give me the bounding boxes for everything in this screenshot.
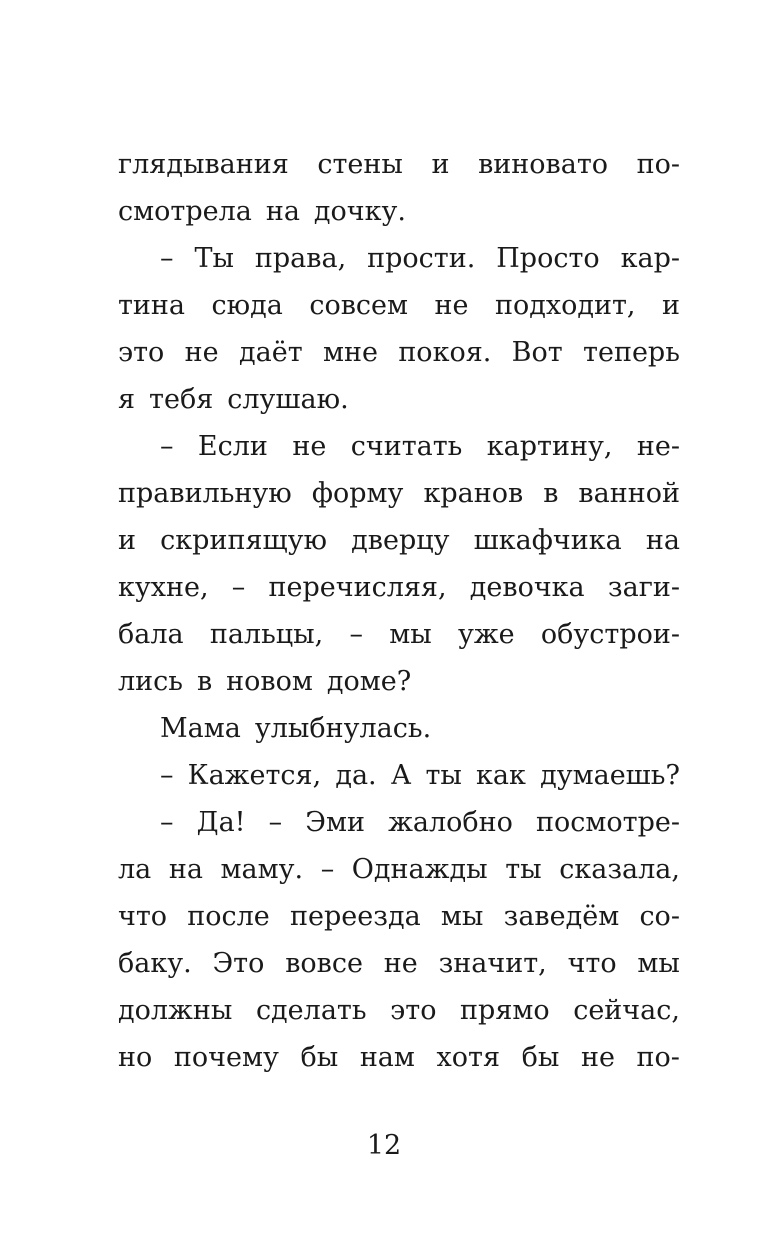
word: Ты <box>194 243 234 274</box>
text-line <box>118 282 680 329</box>
text-line <box>118 846 680 893</box>
text-line <box>118 329 680 376</box>
word: на <box>265 196 300 227</box>
word: совсем <box>309 290 409 321</box>
word: мы <box>389 619 432 650</box>
word: маму. <box>220 854 304 885</box>
word: – <box>231 572 246 603</box>
word: подходит, <box>495 290 636 321</box>
word: картину, <box>486 431 613 462</box>
word: я <box>118 384 136 415</box>
word: не <box>184 337 219 368</box>
word: по- <box>636 149 680 180</box>
word: кухне, <box>118 572 209 603</box>
word: уже <box>457 619 515 650</box>
word: доме? <box>326 666 412 697</box>
text-line <box>118 1034 680 1081</box>
word: мне <box>322 337 378 368</box>
word: тина <box>118 290 186 321</box>
word: тебя <box>149 384 214 415</box>
word: – <box>160 431 174 462</box>
word: значит, <box>438 948 547 979</box>
word: покоя. <box>398 337 492 368</box>
word: хотя <box>436 1042 500 1073</box>
word: Вот <box>511 337 563 368</box>
word: ванной <box>578 478 680 509</box>
word: глядывания <box>118 149 289 180</box>
word: вовсе <box>285 948 363 979</box>
word: кранов <box>423 478 524 509</box>
word: форму <box>311 478 404 509</box>
word: да. <box>335 760 377 791</box>
word: думаешь? <box>540 760 680 791</box>
word: баку. <box>118 948 192 979</box>
word: заги- <box>607 572 680 603</box>
word: Однажды <box>351 854 488 885</box>
word: – <box>160 760 174 791</box>
text-line <box>118 658 680 705</box>
word: это <box>390 995 437 1026</box>
text-line <box>118 799 680 846</box>
word: не <box>292 431 327 462</box>
word: должны <box>118 995 233 1026</box>
text-line <box>118 141 680 188</box>
word: лись <box>118 666 183 697</box>
word: это <box>118 337 165 368</box>
text-line <box>118 235 680 282</box>
text-line <box>118 987 680 1034</box>
word: в <box>196 666 213 697</box>
word: считать <box>350 431 463 462</box>
text-line <box>118 705 680 752</box>
word: обустрои- <box>540 619 680 650</box>
word: девочка <box>469 572 585 603</box>
word: в <box>543 478 559 509</box>
word: бала <box>118 619 184 650</box>
word: на <box>168 854 203 885</box>
word: на <box>645 525 680 556</box>
word: – <box>320 854 335 885</box>
word: почему <box>173 1042 279 1073</box>
body-text <box>118 141 680 1081</box>
page-number: 12 <box>366 1130 402 1161</box>
word: посмотре- <box>536 807 680 838</box>
word: как <box>476 760 526 791</box>
word: жалобно <box>388 807 513 838</box>
word: сейчас, <box>573 995 680 1026</box>
word: Это <box>212 948 265 979</box>
word: – <box>349 619 363 650</box>
word: нам <box>359 1042 415 1073</box>
word: А <box>390 760 412 791</box>
word: не <box>434 290 469 321</box>
word: после <box>187 901 270 932</box>
word: и <box>661 290 680 321</box>
text-line <box>118 423 680 470</box>
word: даёт <box>239 337 303 368</box>
word: переезда <box>290 901 421 932</box>
word: Если <box>197 431 268 462</box>
word: сказала, <box>559 854 680 885</box>
text-line <box>118 752 680 799</box>
word: Да! <box>196 807 246 838</box>
word: по- <box>636 1042 680 1073</box>
word: сюда <box>211 290 283 321</box>
word: виновато <box>478 149 609 180</box>
word: слушаю. <box>227 384 349 415</box>
word: правильную <box>118 478 292 509</box>
word: ты <box>425 760 462 791</box>
word: бы <box>521 1042 560 1073</box>
word: дочку. <box>313 196 406 227</box>
word: Мама <box>160 713 241 744</box>
word: и <box>118 525 136 556</box>
word: теперь <box>583 337 680 368</box>
word: со- <box>639 901 680 932</box>
word: кар- <box>620 243 680 274</box>
word: мы <box>637 948 680 979</box>
word: новом <box>226 666 313 697</box>
word: перечисляя, <box>268 572 447 603</box>
word: – <box>268 807 283 838</box>
word: – <box>160 807 174 838</box>
word: дверцу <box>351 525 450 556</box>
word: не <box>580 1042 615 1073</box>
word: шкафчика <box>473 525 622 556</box>
text-line <box>118 893 680 940</box>
word: прямо <box>460 995 550 1026</box>
word: что <box>118 901 168 932</box>
word: смотрела <box>118 196 252 227</box>
word: не <box>383 948 418 979</box>
text-line <box>118 564 680 611</box>
word: стены <box>317 149 403 180</box>
word: что <box>567 948 617 979</box>
word: улыбнулась. <box>254 713 432 744</box>
text-line <box>118 611 680 658</box>
text-line <box>118 470 680 517</box>
text-line <box>118 517 680 564</box>
word: сделать <box>255 995 367 1026</box>
word: мы <box>440 901 484 932</box>
word: заведём <box>503 901 620 932</box>
word: но <box>118 1042 153 1073</box>
word: ты <box>505 854 542 885</box>
word: Эми <box>305 807 365 838</box>
text-line <box>118 188 680 235</box>
word: ла <box>118 854 152 885</box>
word: пальцы, <box>209 619 324 650</box>
word: Кажется, <box>187 760 322 791</box>
word: скрипящую <box>160 525 327 556</box>
text-line <box>118 940 680 987</box>
word: права, <box>254 243 347 274</box>
word: Просто <box>496 243 600 274</box>
word: бы <box>300 1042 339 1073</box>
word: и <box>431 149 450 180</box>
word: прости. <box>367 243 476 274</box>
word: не- <box>636 431 680 462</box>
word: – <box>160 243 174 274</box>
text-line <box>118 376 680 423</box>
